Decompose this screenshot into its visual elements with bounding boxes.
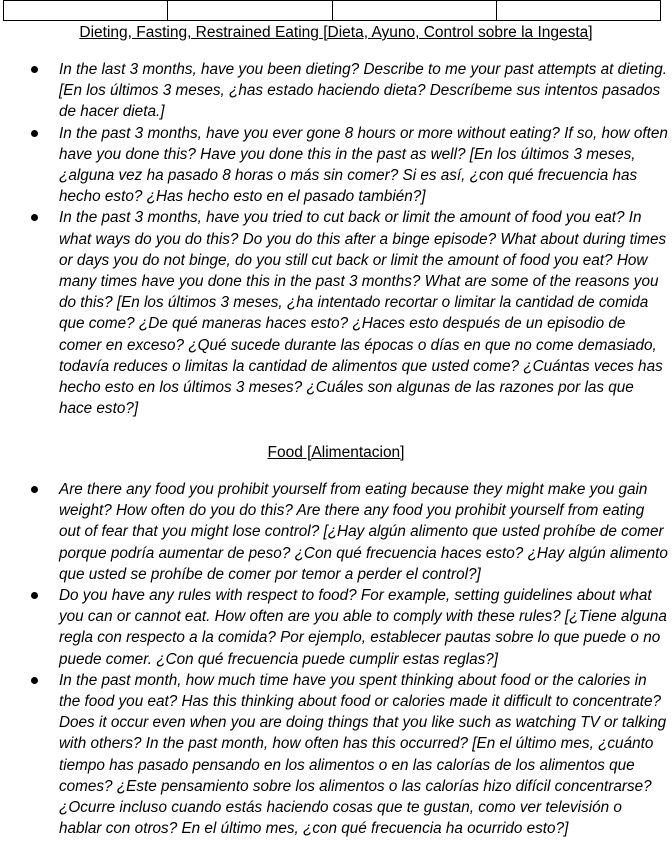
- question-item: [0, 479, 672, 585]
- section-heading-food: Food [Alimentacion]: [267, 444, 405, 461]
- question-text: In the past 3 months, have you ever gone 8 hours or more without eating? If so, how often have you done this? Have you done this in the past as well? [En los últimos 3 meses, ¿alguna vez ha pasado 8 horas o más sin comer? Si es así, ¿con qué frecuencia has hecho esto? ¿Has hecho esto en el pasado también?]: [59, 124, 668, 206]
- question-text: Do you have any rules with respect to food? For example, setting guidelines about what you can or cannot eat. How often are you able to comply with these rules? [¿Tiene alguna regla con respecto a la comida? Por ejemplo, establecer pautas sobre lo que puede o no puede comer. ¿Con qué frecuencia puede cumplir estas reglas?]: [59, 587, 667, 668]
- bullet-icon: [31, 592, 38, 599]
- bullet-icon: [31, 214, 38, 221]
- question-item: [0, 123, 672, 208]
- question-text: In the past month, how much time have you spent thinking about food or the calories in the food you eat? Has this thinking about food or calories made it difficult to concentrate? Does it occur even when you are doing things that you like such as watching TV or talking with others? In the past month, how often has this occurred? [En el último mes, ¿cuánto tiempo has pasado pensando en los alimentos o en las calorías de los alimentos que comes? ¿Este pensamiento sobre los alimentos o las calorías hizo difícil concentrarse? ¿Ocurre incluso cuando estás haciendo cosas que te gustan, como ver televisión o hablar con otros? En el último mes, ¿con qué frecuencia ha ocurrido esto?]: [59, 671, 667, 838]
- header-table-cell: [332, 1, 496, 21]
- question-text: Are there any food you prohibit yourself from eating because they might make you gain weight? How often do you do this? Are there any food you prohibit yourself from eating out of fear that you might lose control? [¿Hay algún alimento que usted prohíbe de comer porque podría aumentar de peso? ¿Con qué frecuencia haces esto? ¿Hay algún alimento que usted se prohíbe de comer por temor a perder el control?]: [59, 481, 668, 583]
- question-list-food: [0, 479, 672, 839]
- section-heading-dieting: Dieting, Fasting, Restrained Eating [Dieta, Ayuno, Control sobre la Ingesta]: [79, 24, 593, 41]
- bullet-icon: [31, 66, 38, 73]
- bullet-icon: [31, 130, 38, 137]
- header-table-cell: [496, 1, 660, 21]
- bullet-icon: [31, 677, 38, 684]
- question-item: [0, 585, 672, 670]
- header-table-cell: [168, 1, 332, 21]
- question-text: In the past 3 months, have you tried to cut back or limit the amount of food you eat? In what ways do you do this? Do you do this after a binge episode? What about during times or days you do not binge, do you still cut back or limit the amount of food you eat? How many times have you done this in the past 3 months? What are some of the reasons you do this? [En los últimos 3 meses, ¿ha intentado recortar o limitar la cantidad de comida que come? ¿De qué maneras haces esto? ¿Haces esto después de un episodio de comer en exceso? ¿Qué sucede durante las épocas o días en que no come demasiado, todavía reduces o limitas la cantidad de alimentos que usted come? ¿Cuántas veces has hecho esto en los últimos 3 meses? ¿Cuáles son algunas de las razones por las que hace esto?]: [59, 209, 667, 418]
- question-item: [0, 59, 672, 123]
- question-item: [0, 670, 672, 840]
- header-table: [3, 0, 661, 21]
- bullet-icon: [31, 486, 38, 493]
- question-text: In the last 3 months, have you been dieting? Describe to me your past attempts at dieting. [En los últimos 3 meses, ¿has estado haciendo dieta? Descríbeme sus intentos pasados de hacer dieta.]: [59, 61, 667, 121]
- header-table-cell: [4, 1, 168, 21]
- header-table-row: [4, 1, 661, 21]
- question-list-dieting: [0, 59, 672, 419]
- question-item: [0, 207, 672, 419]
